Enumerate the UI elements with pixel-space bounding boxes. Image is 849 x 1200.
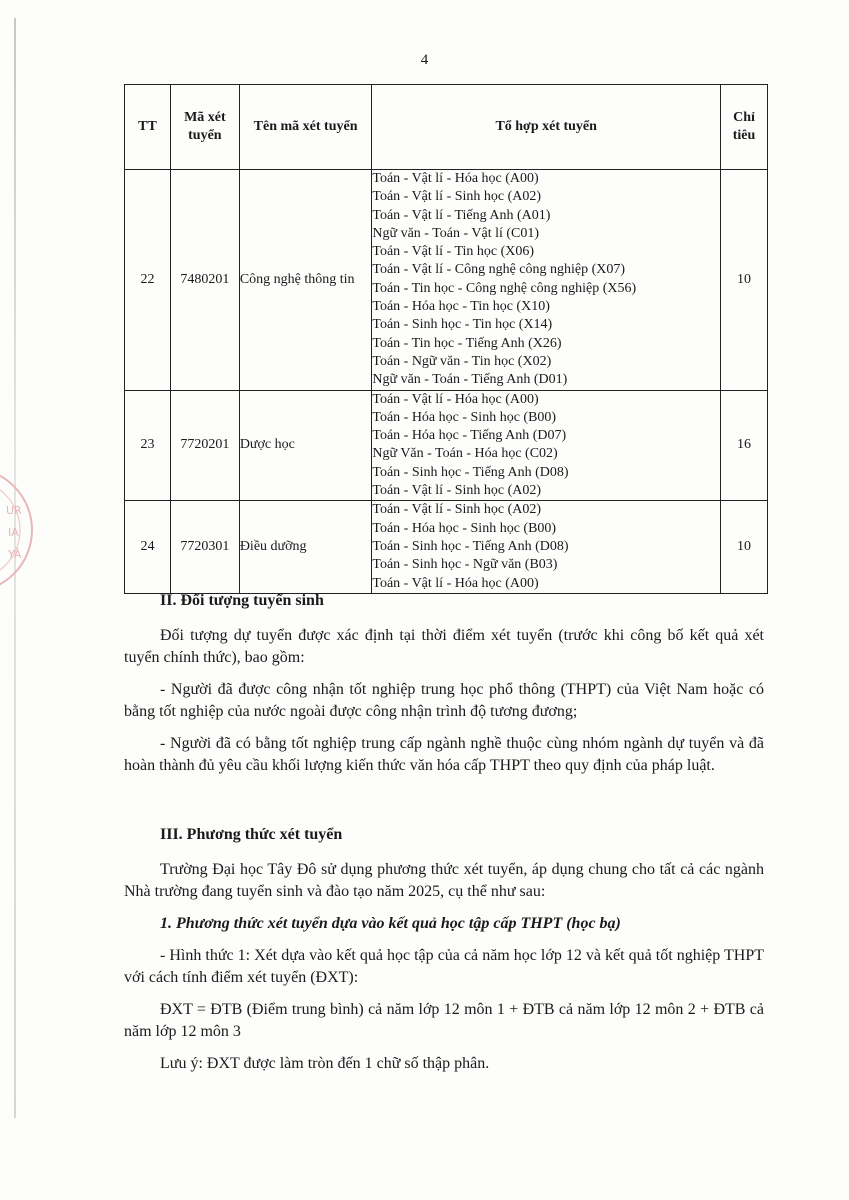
row-combos: [372, 501, 721, 593]
row-code: 7720201: [170, 390, 239, 501]
row-name: Điều dưỡng: [239, 501, 372, 593]
row-combos: [372, 170, 721, 391]
header-name: Tên mã xét tuyển: [239, 85, 372, 170]
header-combos: Tổ hợp xét tuyển: [372, 85, 721, 170]
row-tt: 22: [125, 170, 171, 391]
section-3-form-1: - Hình thức 1: Xét dựa vào kết quả học tập của cả năm học lớp 12 và kết quả tốt nghiệp THPT với cách tính điểm xét tuyển (ĐXT):: [124, 947, 764, 986]
combo-item: Ngữ văn - Toán - Vật lí (C01): [372, 225, 540, 241]
section-2-item-1: - Người đã được công nhận tốt nghiệp trung học phổ thông (THPT) của Việt Nam hoặc có bằng tốt nghiệp của nước ngoài được công nhận trình độ tương đương;: [124, 681, 764, 720]
section-3-heading: III. Phương thức xét tuyển: [160, 826, 343, 843]
combo-item: Toán - Tin học - Tiếng Anh (X26): [372, 335, 562, 351]
row-quota: 10: [721, 170, 768, 391]
section-3-intro: Trường Đại học Tây Đô sử dụng phương thức xét tuyển, áp dụng chung cho tất cả các ngành Nhà trường đang tuyển sinh và đào tạo năm 2025, cụ thể như sau:: [124, 861, 764, 900]
row-code: 7480201: [170, 170, 239, 391]
combo-item: Toán - Hóa học - Tin học (X10): [372, 299, 550, 315]
page-number: 4: [420, 52, 429, 68]
combo-item: Toán - Vật lí - Hóa học (A00): [372, 575, 539, 591]
section-2-heading: II. Đối tượng tuyển sinh: [160, 592, 324, 609]
combo-item: Toán - Vật lí - Hóa học (A00): [372, 171, 539, 186]
combo-item: Ngữ văn - Toán - Tiếng Anh (D01): [372, 372, 568, 388]
combo-item: Ngữ Văn - Toán - Hóa học (C02): [372, 446, 558, 462]
row-name: Dược học: [239, 390, 372, 501]
table-row: [125, 501, 768, 593]
row-tt: 23: [125, 390, 171, 501]
section-2: [124, 590, 764, 787]
header-code: Mã xét tuyển: [170, 85, 239, 170]
svg-text:IA: IA: [8, 526, 19, 539]
section-3-subheading: 1. Phương thức xét tuyển dựa vào kết quả học tập cấp THPT (học bạ): [160, 915, 621, 932]
combo-item: Toán - Hóa học - Sinh học (B00): [372, 520, 557, 536]
combo-item: Toán - Sinh học - Tiếng Anh (D08): [372, 464, 569, 480]
section-2-intro: Đối tượng dự tuyển được xác định tại thời điểm xét tuyển (trước khi công bố kết quả xét tuyển chính thức), bao gồm:: [124, 627, 764, 666]
combo-item: Toán - Vật lí - Sinh học (A02): [372, 189, 542, 205]
stamp-fragment: [0, 470, 40, 590]
table-header-row: [125, 85, 768, 170]
row-name: Công nghệ thông tin: [239, 170, 372, 391]
combo-item: Toán - Ngữ văn - Tin học (X02): [372, 353, 552, 369]
combo-item: Toán - Hóa học - Sinh học (B00): [372, 409, 557, 425]
combo-item: Toán - Vật lí - Tiếng Anh (A01): [372, 207, 551, 223]
header-tt: TT: [125, 85, 171, 170]
combo-item: Toán - Hóa học - Tiếng Anh (D07): [372, 428, 567, 444]
section-3: [124, 824, 764, 1075]
combo-item: Toán - Sinh học - Ngữ văn (B03): [372, 557, 558, 573]
table-row: [125, 390, 768, 501]
combo-item: Toán - Vật lí - Hóa học (A00): [372, 391, 539, 407]
row-tt: 24: [125, 501, 171, 593]
combo-item: Toán - Sinh học - Tin học (X14): [372, 317, 553, 333]
admissions-table: [124, 84, 768, 594]
svg-text:YÁ: YÁ: [8, 548, 22, 561]
combo-item: Toán - Vật lí - Sinh học (A02): [372, 483, 542, 499]
row-quota: 16: [721, 390, 768, 501]
combo-item: Toán - Vật lí - Công nghệ công nghiệp (X07): [372, 262, 626, 278]
svg-text:UR: UR: [6, 504, 22, 517]
combo-item: Toán - Vật lí - Sinh học (A02): [372, 502, 542, 518]
section-3-note: Lưu ý: ĐXT được làm tròn đến 1 chữ số thập phân.: [160, 1055, 490, 1072]
combo-item: Toán - Sinh học - Tiếng Anh (D08): [372, 538, 569, 554]
combo-item: Toán - Vật lí - Tin học (X06): [372, 244, 535, 260]
header-quota: Chỉ tiêu: [721, 85, 768, 170]
table-row: [125, 170, 768, 391]
row-quota: 10: [721, 501, 768, 593]
row-combos: [372, 390, 721, 501]
row-code: 7720301: [170, 501, 239, 593]
section-3-formula: ĐXT = ĐTB (Điểm trung bình) cả năm lớp 12 môn 1 + ĐTB cả năm lớp 12 môn 2 + ĐTB cả năm lớp 12 môn 3: [124, 1001, 764, 1040]
section-2-item-2: - Người đã có bằng tốt nghiệp trung cấp ngành nghề thuộc cùng nhóm ngành dự tuyển và đã hoàn thành đủ yêu cầu khối lượng kiến thức văn hóa cấp THPT theo quy định của pháp luật.: [124, 735, 764, 774]
combo-item: Toán - Tin học - Công nghệ công nghiệp (X56): [372, 280, 637, 296]
